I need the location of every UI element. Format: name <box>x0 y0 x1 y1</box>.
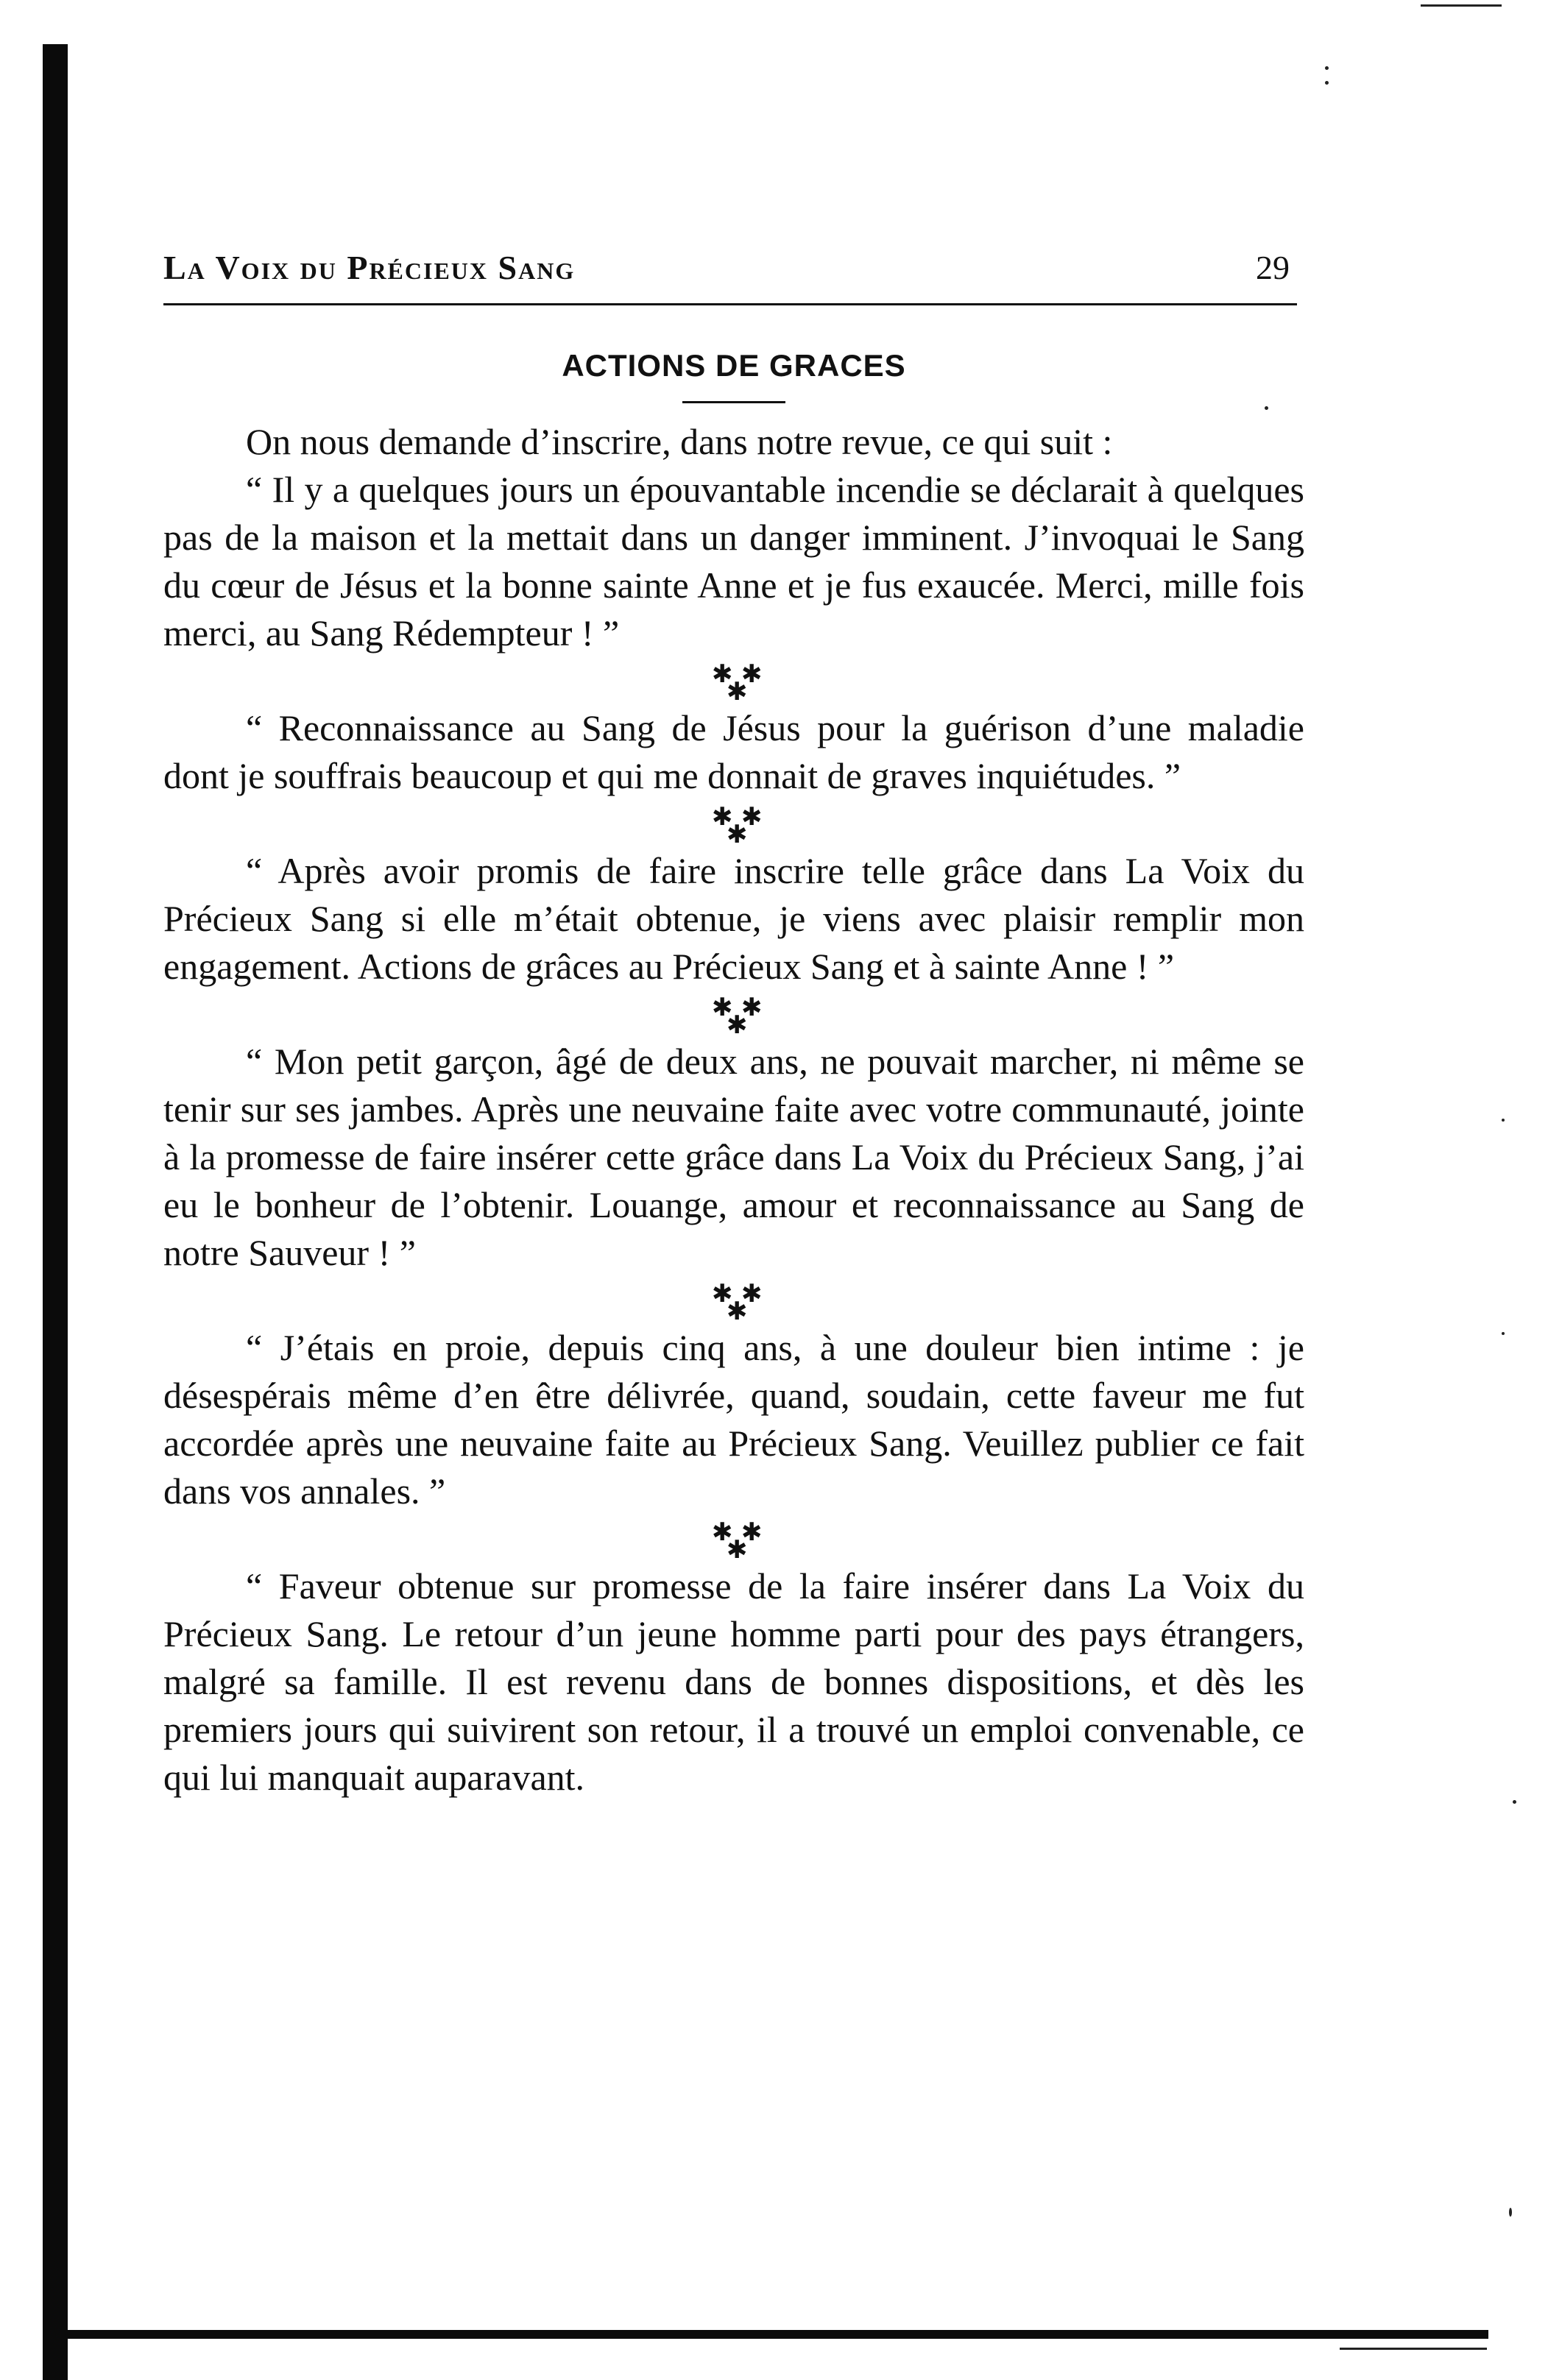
paragraph-intro: On nous demande d’inscrire, dans notre revue, ce qui suit : <box>246 421 1113 462</box>
asterism-star: ✱ <box>741 993 763 1022</box>
scan-speck <box>1502 1119 1505 1122</box>
page-number: 29 <box>1256 249 1290 286</box>
scan-speck <box>1509 2208 1512 2217</box>
scan-border-bottom <box>68 2330 1488 2339</box>
asterism-star: ✱ <box>712 993 733 1022</box>
asterism-divider <box>163 991 1304 1038</box>
asterism-star: ✱ <box>712 1517 733 1547</box>
running-title: La Voix du Précieux Sang <box>163 249 576 286</box>
paragraph-testimony: “ J’étais en proie, depuis cinq ans, à une douleur bien intime : je désespérais même d’en être délivrée, quand, soudain, cette faveur me fut accordée après une neuvaine faite au Précieux Sang. Veuillez publier ce fait dans vos annales. ” <box>163 1327 1304 1512</box>
asterism-star: ✱ <box>741 1517 763 1547</box>
scan-speck <box>1325 81 1329 85</box>
paragraph-testimony: “ Reconnaissance au Sang de Jésus pour la guérison d’une maladie dont je souffrais beaucoup et qui me donnait de graves inquiétudes. ” <box>163 707 1304 796</box>
asterism-divider <box>163 1515 1304 1565</box>
paragraph-testimony: “ Faveur obtenue sur promesse de la faire insérer dans La Voix du Précieux Sang. Le retour d’un jeune homme parti pour des pays étrangers, malgré sa famille. Il est revenu dans de bonnes dispositions, et dès les premiers jours qui suivirent son retour, il a trouvé un emploi convenable, ce qui lui manquait auparavant. <box>163 1565 1304 1798</box>
paragraph-testimony: “ Après avoir promis de faire inscrire telle grâce dans La Voix du Précieux Sang si elle m’était obtenue, je viens avec plaisir remplir mon engagement. Actions de grâces au Précieux Sang et à sainte Anne ! ” <box>163 850 1304 987</box>
asterism-star: ✱ <box>741 1279 763 1308</box>
article-body <box>163 418 1304 1802</box>
asterism-star: ✱ <box>712 802 733 832</box>
asterism-star: ✱ <box>727 1010 748 1040</box>
scan-speck <box>1502 1332 1505 1335</box>
section-title: ACTIONS DE GRACES <box>562 348 906 383</box>
title-rule <box>682 401 785 403</box>
header-rule <box>163 303 1297 305</box>
asterism-star: ✱ <box>727 677 748 706</box>
asterism-star: ✱ <box>727 1535 748 1565</box>
scan-speck <box>1325 66 1329 70</box>
scan-border-left <box>43 44 68 2380</box>
asterism-divider <box>163 800 1304 847</box>
asterism-divider <box>163 657 1304 704</box>
asterism-star: ✱ <box>712 1279 733 1308</box>
asterism-star: ✱ <box>727 820 748 849</box>
asterism-divider <box>163 1277 1304 1324</box>
asterism-star: ✱ <box>741 802 763 832</box>
paragraph-testimony: “ Mon petit garçon, âgé de deux ans, ne pouvait marcher, ni même se tenir sur ses jambes. Après une neuvaine faite avec votre communauté, jointe à la promesse de faire insérer cette grâce dans La Voix du Précieux Sang, j’ai eu le bonheur de l’obtenir. Louange, amour et reconnaissance au Sang de notre Sauveur ! ” <box>163 1041 1304 1273</box>
paragraph-testimony: “ Il y a quelques jours un épouvantable incendie se déclarait à quelques pas de la maison et la mettait dans un danger imminent. J’invoquai le Sang du cœur de Jésus et la bonne sainte Anne et je fus exaucée. Merci, mille fois merci, au Sang Rédempteur ! ” <box>163 469 1304 654</box>
book-page <box>163 235 1304 1802</box>
running-head <box>163 235 1304 287</box>
scan-border-bottom-thin <box>1340 2348 1487 2350</box>
asterism-star: ✱ <box>712 659 733 689</box>
asterism-star: ✱ <box>741 659 763 689</box>
asterism-star: ✱ <box>727 1297 748 1326</box>
scan-speck <box>1513 1800 1516 1804</box>
scan-mark-top-right <box>1421 4 1502 7</box>
